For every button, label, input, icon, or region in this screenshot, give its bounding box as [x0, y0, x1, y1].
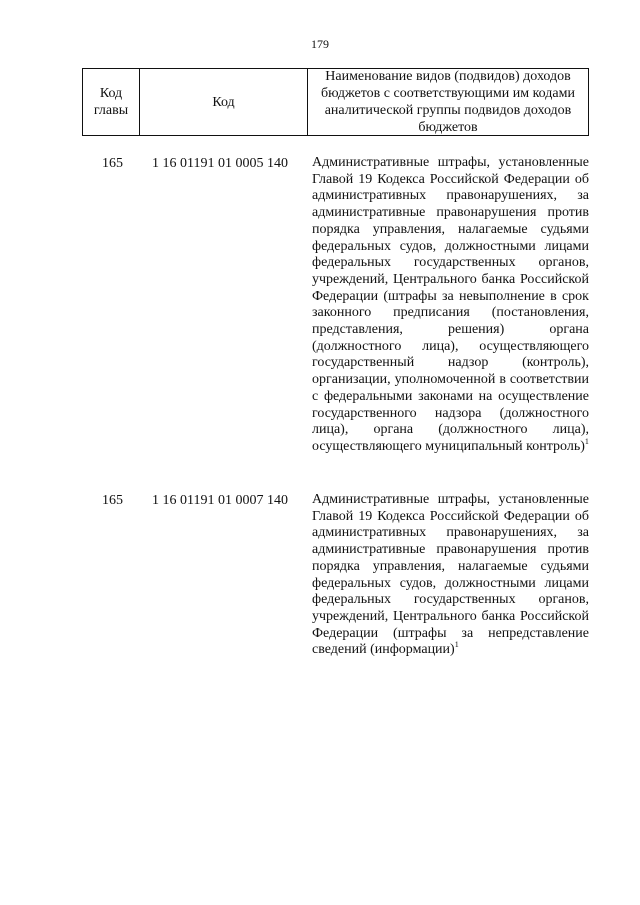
description-text: Административные штрафы, установленные Главой 19 Кодекса Российской Федерации об административных правонарушениях, за административные правонарушения против порядка управления, налагаемые судьями федеральных судов, должностными лицами федеральных государственных органов, учреждений, Центрального банка Российской Федерации (штрафы за непредставление сведений (информации)	[312, 492, 589, 658]
page-number: 179	[311, 37, 329, 51]
chapter-code: 165	[102, 493, 123, 508]
description-text: Административные штрафы, установленные Главой 19 Кодекса Российской Федерации об административных правонарушениях, за административные правонарушения против порядка управления, налагаемые судьями федеральных судов, должностными лицами федеральных государственных органов, учреждений, Центрального банка Российской Федерации (штрафы за невыполнение в срок законного предписания (постановления, представления, решения) органа (должностного лица), осуществляющего государственный надзор (контроль), организации, уполномоченной в соответствии с федеральными законами на осуществление государственного надзора (должностного лица), органа (должностного лица), осуществляющего муниципальный контроль)	[312, 155, 589, 454]
header-name: Наименование видов (подвидов) доходов бюджетов с соответствующими им кодами аналитической группы подвидов доходов бюджетов	[321, 69, 575, 135]
revenue-description	[312, 155, 589, 456]
footnote-marker: 1	[454, 640, 459, 650]
chapter-code: 165	[102, 156, 123, 171]
revenue-description	[312, 492, 589, 659]
header-code: Код	[140, 69, 308, 135]
revenue-code: 1 16 01191 01 0005 140	[152, 156, 288, 171]
table-header	[82, 68, 589, 136]
footnote-marker: 1	[584, 436, 589, 446]
revenue-code: 1 16 01191 01 0007 140	[152, 493, 288, 508]
header-chapter-code: Код главы	[83, 69, 140, 135]
